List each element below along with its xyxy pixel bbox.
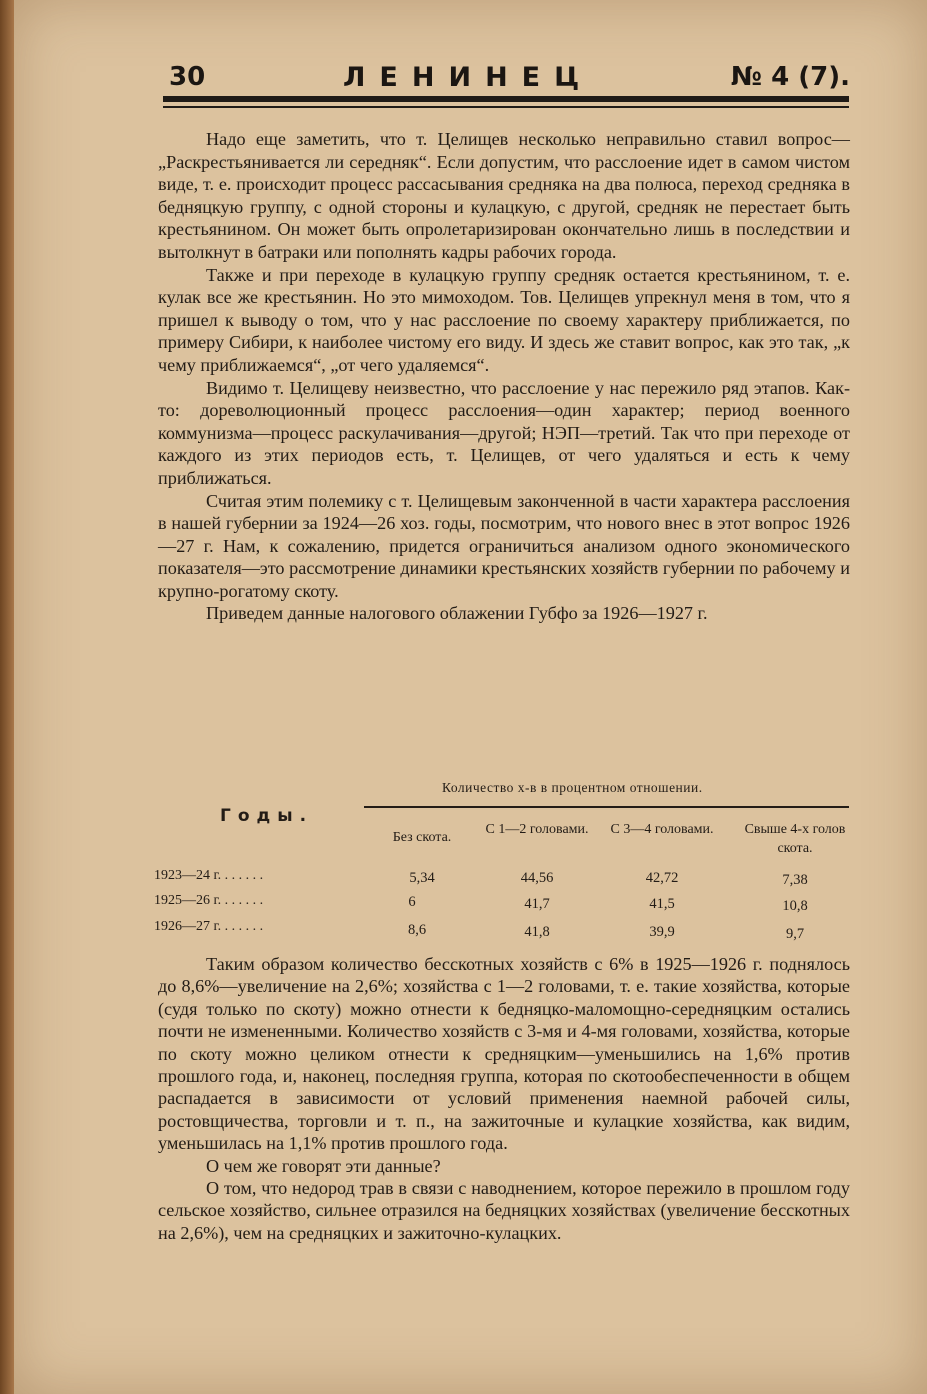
table-cell: 41,8 — [524, 924, 550, 940]
page-header — [165, 58, 850, 98]
article-text-bottom — [158, 953, 850, 1244]
column-header: Без скота. — [392, 830, 452, 845]
livestock-table — [152, 778, 852, 948]
paragraph: О чем же говорят эти данные? — [206, 1155, 441, 1176]
table-cell: 44,56 — [520, 870, 554, 886]
table-cell: 41,5 — [649, 896, 675, 912]
paragraph: Считая этим полемику с т. Целищевым законченной в части характера расслоения в нашей губернии за 1924—26 хоз. годы, посмотрим, что нового внес в этот вопрос 1926—27 г. Нам, к сожалению, придется ограничиться анализом одного экономического показателя—это рассмотрение динамики крестьянских хозяйств губернии по рабочему и крупно-рогатому скоту. — [158, 490, 850, 601]
table-cell: 41,7 — [524, 896, 550, 912]
table-rule — [364, 806, 849, 808]
table-cell: 7,38 — [782, 872, 808, 888]
page-number: 30 — [169, 62, 206, 92]
article-text-top — [158, 128, 850, 625]
paragraph: Также и при переходе в кулацкую группу средняк остается крестьянином, т. е. кулак все же крестьянин. Но это мимоходом. Тов. Целищев упрекнул меня в том, что я пришел к выводу о том, что у нас расслоение по своему характеру приближается, по примеру Сибири, к наиболее чистому его виду. И здесь же ставит вопрос, как это так, „к чему приближаемся“, „от чего удаляемся“. — [158, 264, 850, 375]
table-cell: 9,7 — [785, 926, 805, 942]
table-row-year: 1926—27 г. . . . . . . — [154, 919, 264, 934]
table-cell: 6 — [408, 894, 416, 910]
paragraph: Таким образом количество бесскотных хозяйств с 6% в 1925—1926 г. поднялось до 8,6%—увеличение на 2,6%; хозяйства с 1—2 головами, т. е. такие хозяйства, которые (судя только по скоту) можно отнести к бедняцко-маломощно-середняцким остались почти не измененными. Количество хозяйств с 3-мя и 4-мя головами, хозяйства, которые по скоту можно целиком отнести к средняцким—уменьшились на 1,6% против прошлого года, и, наконец, последняя группа, которая по скотообеспеченности в общем распадается в зависимости от условий применения наемной рабочей силы, ростовщичества, торговли и т. п., на зажиточные и кулацкие хозяйства, как видим, уменьшилась на 1,1% против прошлого года. — [158, 954, 850, 1154]
table-cell: 42,72 — [645, 870, 679, 886]
journal-title: ЛЕНИНЕЦ — [343, 62, 594, 93]
table-cell: 5,34 — [409, 870, 435, 886]
paragraph: Надо еще заметить, что т. Целищев несколько неправильно ставил вопрос—„Раскрестьянивается ли середняк“. Если допустим, что расслоение идет в самом чистом виде, т. е. происходит процесс рассасывания средняка на два полюса, переход средняка в бедняцкую группу, с одной стороны и кулацкую, с другой, средняк не перестает быть крестьянином. Он может быть опролетаризирован окончательно лишь в последствии и вытолкнут в батраки или пополнять кадры рабочих города. — [158, 129, 850, 262]
issue-number: № 4 (7). — [730, 62, 850, 92]
header-rule-thin — [163, 106, 849, 108]
table-cell: 8,6 — [407, 922, 427, 938]
header-rule-thick — [163, 96, 849, 102]
paragraph: Видимо т. Целищеву неизвестно, что расслоение у нас пережило ряд этапов. Как-то: дореволюционный процесс расслоения—один характер; период военного коммунизма—процесс раскулачивания—другой; НЭП—третий. Так что при переходе от каждого из этих периодов есть, т. Целищев, от чего удаляться и есть к чему приближаться. — [158, 377, 850, 488]
paragraph: О том, что недород трав в связи с наводнением, которое пережило в прошлом году сельское хозяйство, сильнее отразился на бедняцких хозяйствах (увеличение бесскотных на 2,6%), чем на средняцких и зажиточно-кулацких. — [158, 1178, 850, 1243]
table-cell: 10,8 — [782, 898, 808, 914]
paragraph: Приведем данные налогового облажении Губфо за 1926—1927 г. — [206, 603, 708, 624]
table-row-year: 1923—24 г. . . . . . . — [154, 868, 264, 883]
page-edge — [0, 0, 14, 1394]
table-caption: Количество х-в в процентном отношении. — [442, 780, 703, 795]
table-cell: 39,9 — [649, 924, 675, 940]
column-header: С 1—2 головами. — [485, 822, 589, 837]
table-row-header: Годы. — [220, 806, 314, 826]
table-row-year: 1925—26 г. . . . . . . — [154, 893, 264, 908]
column-header: Свыше 4-х голов скота. — [744, 822, 846, 856]
column-header: С 3—4 головами. — [610, 822, 714, 837]
